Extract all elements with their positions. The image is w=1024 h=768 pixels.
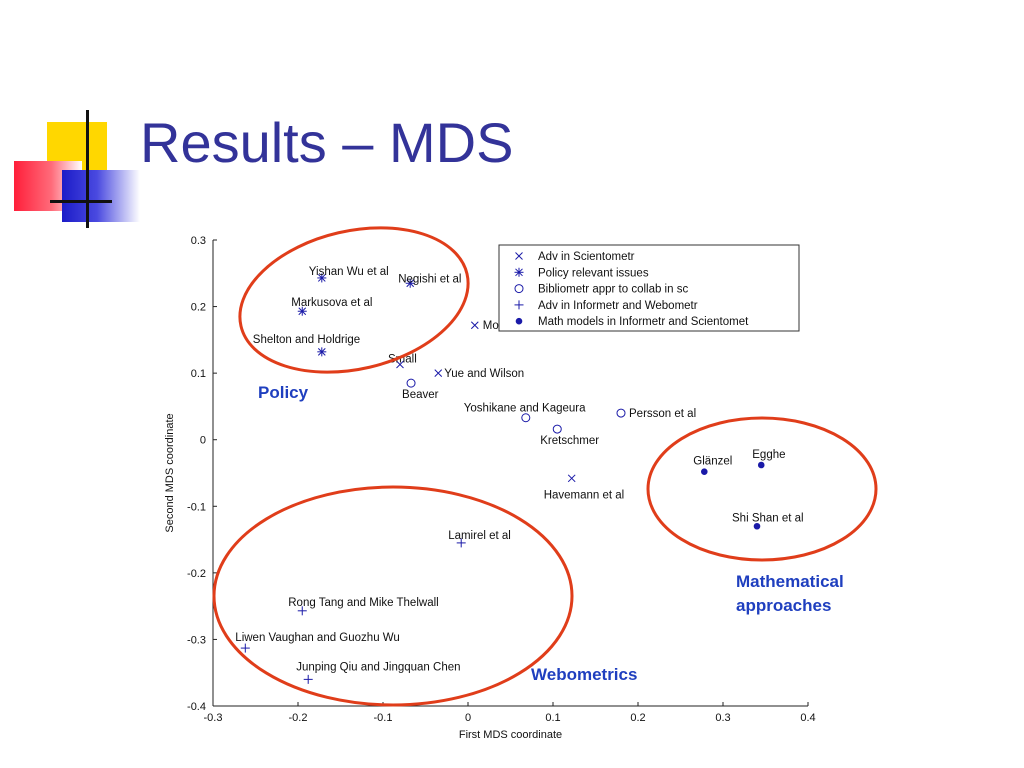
x-tick-label: 0.2 — [630, 712, 646, 724]
legend-marker — [516, 318, 522, 324]
x-tick-label: 0.1 — [545, 712, 561, 724]
point-label: Egghe — [752, 449, 786, 462]
data-point — [304, 675, 313, 684]
legend-entry: Math models in Informetr and Scientomet — [538, 316, 749, 329]
data-point — [568, 475, 575, 482]
data-point — [758, 462, 764, 468]
legend-entry: Adv in Informetr and Webometr — [538, 299, 698, 312]
point-marker — [553, 425, 561, 433]
annotation-policy: Policy — [258, 383, 309, 402]
annotation-math: Mathematical approaches — [736, 572, 844, 615]
x-tick-label: 0.3 — [715, 712, 731, 724]
x-tick-label: 0.4 — [800, 712, 816, 724]
point-marker — [407, 379, 415, 387]
point-label: Yishan Wu et al — [308, 265, 389, 278]
legend-entry: Policy relevant issues — [538, 267, 649, 280]
data-point — [317, 347, 326, 356]
point-marker — [702, 469, 708, 475]
annotation-webometrics: Webometrics — [531, 665, 638, 684]
data-point — [522, 414, 530, 422]
data-point — [617, 409, 625, 417]
legend-entry: Bibliometr appr to collab in sc — [538, 283, 689, 296]
data-point — [407, 379, 415, 387]
data-point — [553, 425, 561, 433]
point-label: Markusova et al — [291, 297, 373, 310]
point-marker — [758, 462, 764, 468]
y-tick-label: 0.1 — [190, 368, 206, 381]
x-tick-label: -0.2 — [288, 712, 308, 724]
data-point — [241, 644, 250, 653]
y-tick-label: -0.2 — [187, 567, 206, 580]
point-label: Beaver — [402, 389, 439, 402]
point-label: Kretschmer — [540, 435, 600, 448]
legend-marker-shape — [516, 318, 522, 324]
x-tick-label: -0.1 — [373, 712, 393, 724]
legend-marker — [515, 268, 524, 277]
y-tick-label: -0.3 — [187, 634, 206, 647]
point-label: Liwen Vaughan and Guozhu Wu — [235, 632, 400, 645]
point-marker — [617, 409, 625, 417]
point-label: Small — [388, 353, 417, 366]
point-marker — [754, 523, 760, 529]
y-tick-label: -0.1 — [187, 501, 206, 514]
data-point — [702, 469, 708, 475]
data-point — [754, 523, 760, 529]
y-tick-label: 0 — [199, 434, 206, 447]
point-label: Negishi et al — [398, 273, 462, 286]
point-label: Shi Shan et al — [732, 512, 804, 525]
point-label: Rong Tang and Mike Thelwall — [288, 596, 439, 609]
point-label: Glänzel — [693, 455, 733, 468]
point-label: Persson et al — [629, 408, 697, 421]
legend-entry: Adv in Scientometr — [538, 251, 635, 263]
point-label: Yoshikane and Kageura — [463, 402, 586, 415]
y-axis-label: Second MDS coordinate — [164, 413, 176, 533]
point-label: Shelton and Holdrige — [252, 333, 361, 346]
ellipse-math — [648, 418, 876, 560]
x-tick-label: -0.3 — [203, 712, 223, 724]
point-label: Mo — [482, 320, 499, 333]
y-tick-label: 0.3 — [190, 235, 206, 247]
point-label: Havemann et al — [543, 489, 625, 502]
point-label: Yue and Wilson — [444, 368, 525, 381]
data-point — [435, 370, 442, 377]
data-point — [471, 322, 478, 329]
x-axis-label: First MDS coordinate — [458, 729, 563, 741]
point-label: Lamirel et al — [448, 529, 511, 542]
slide-title: Results – MDS — [140, 111, 514, 174]
y-tick-label: 0.2 — [190, 301, 206, 314]
x-tick-label: 0 — [464, 712, 472, 724]
y-tick-label: -0.4 — [187, 701, 206, 713]
point-marker — [522, 414, 530, 422]
point-label: Junping Qiu and Jingquan Chen — [296, 661, 461, 674]
